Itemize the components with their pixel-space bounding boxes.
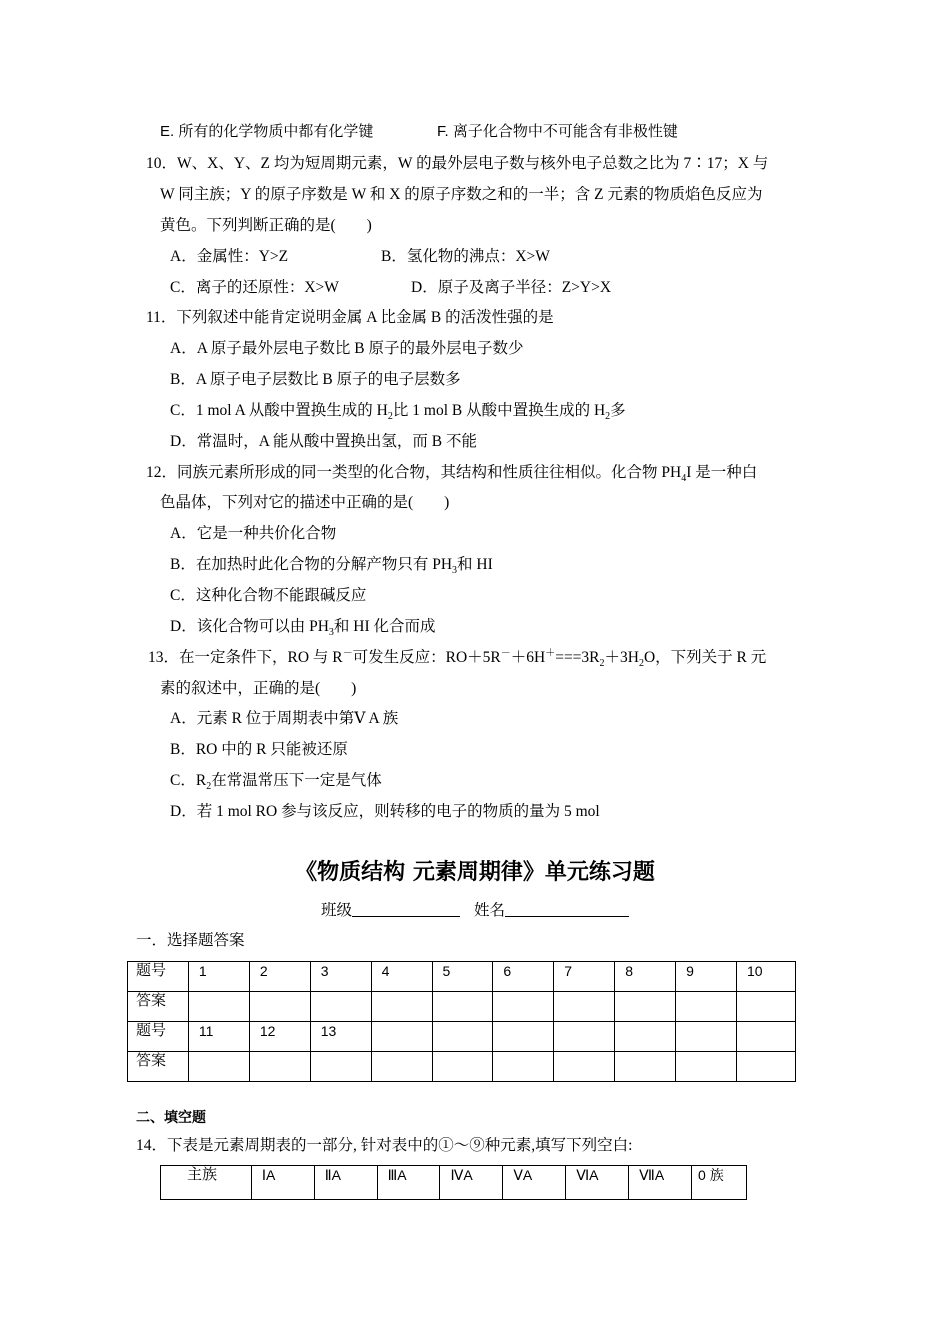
answer-cell[interactable] <box>249 992 310 1022</box>
q13-stem-line2: 素的叙述中，正确的是( ) <box>160 680 357 697</box>
q13-option-c: C．$R_2$在常温常压下一定是气体 <box>170 772 382 793</box>
q10-stem-line2: W 同主族；Y 的原子序数是 W 和 X 的原子序数之和的一半；含 Z 元素的物质焰色反应为 <box>160 186 763 203</box>
row-label-no: 题号 <box>128 962 189 992</box>
question-number-cell: 6 <box>493 962 554 992</box>
group-header-cell: ⅣA <box>440 1166 503 1200</box>
answer-cell[interactable] <box>493 992 554 1022</box>
question-number-cell: 11 <box>188 1022 249 1052</box>
answer-cell[interactable] <box>615 992 676 1022</box>
group-header-cell: ⅥA <box>566 1166 629 1200</box>
q13-option-a: A．元素 R 位于周期表中第Ⅴ A 族 <box>170 710 399 727</box>
answer-cell[interactable] <box>676 992 737 1022</box>
answer-cell[interactable] <box>371 992 432 1022</box>
answer-grid <box>127 961 796 1082</box>
class-blank[interactable] <box>352 900 460 917</box>
answer-cell[interactable] <box>432 1052 493 1082</box>
q11-option-c: C．1 mol A 从酸中置换生成的 $H_2$比 1 mol B 从酸中置换生成的 $H_2$多 <box>170 402 626 423</box>
question-number-cell: 4 <box>371 962 432 992</box>
question-number-cell: 13 <box>310 1022 371 1052</box>
answer-cell[interactable] <box>493 1052 554 1082</box>
row-label-no: 题号 <box>128 1022 189 1052</box>
answer-cell[interactable] <box>615 1052 676 1082</box>
answer-cell[interactable] <box>554 1052 615 1082</box>
group-header-cell: ⅦA <box>629 1166 692 1200</box>
question-number-cell: 5 <box>432 962 493 992</box>
q10-option-b: B．氢化物的沸点：X>W <box>381 248 550 265</box>
row-label-ans: 答案 <box>128 1052 189 1082</box>
question-number-cell <box>615 1022 676 1052</box>
group-header-cell: ⅤA <box>503 1166 566 1200</box>
answer-cell[interactable] <box>676 1052 737 1082</box>
table-row <box>128 1052 796 1082</box>
answer-cell[interactable] <box>736 1052 795 1082</box>
q10-option-d: D．原子及离子半径：Z>Y>X <box>411 279 612 296</box>
question-number-cell: 9 <box>676 962 737 992</box>
answer-cell[interactable] <box>310 1052 371 1082</box>
q11-option-a: A．A 原子最外层电子数比 B 原子的最外层电子数少 <box>170 340 524 357</box>
answer-sheet-title: 《物质结构 元素周期律》单元练习题 <box>295 860 655 885</box>
answer-cell[interactable] <box>736 992 795 1022</box>
question-number-cell <box>736 1022 795 1052</box>
question-number-cell: 2 <box>249 962 310 992</box>
q12-option-b: B．在加热时此化合物的分解产物只有 $PH_3$和 HI <box>170 556 493 577</box>
answer-cell[interactable] <box>554 992 615 1022</box>
q11-option-d: D．常温时，A 能从酸中置换出氢，而 B 不能 <box>170 433 477 450</box>
answer-cell[interactable] <box>188 1052 249 1082</box>
class-label: 班级 <box>320 902 352 919</box>
q13-option-b: B．RO 中的 R 只能被还原 <box>170 741 348 758</box>
q14-stem: 14．下表是元素周期表的一部分, 针对表中的①～⑨种元素,填写下列空白: <box>136 1137 633 1154</box>
group-header-cell: 0 族 <box>692 1166 747 1200</box>
q13-stem-line1: 13．在一定条件下，RO 与 R－可发生反应：$RO+5R^-+6H^+===3R_2+3H_2O$，下列关于 R 元 <box>148 647 767 670</box>
answer-cell[interactable] <box>310 992 371 1022</box>
q12-option-c: C．这种化合物不能跟碱反应 <box>170 587 367 604</box>
group-header-cell: ⅡA <box>314 1166 377 1200</box>
question-number-cell: 10 <box>736 962 795 992</box>
group-header-cell: 主族 <box>161 1166 252 1200</box>
class-name-line <box>0 900 950 922</box>
table-row <box>128 1022 796 1052</box>
question-number-cell <box>432 1022 493 1052</box>
section1-heading: 一．选择题答案 <box>136 932 245 949</box>
question-number-cell: 7 <box>554 962 615 992</box>
name-blank[interactable] <box>505 900 629 917</box>
q11-stem: 11．下列叙述中能肯定说明金属 A 比金属 B 的活泼性强的是 <box>146 309 554 326</box>
q12-option-d: D．该化合物可以由 $PH_3$和 HI 化合而成 <box>170 618 436 639</box>
name-label: 姓名 <box>474 902 506 919</box>
q12-option-a: A．它是一种共价化合物 <box>170 525 337 542</box>
answer-cell[interactable] <box>371 1052 432 1082</box>
question-number-cell: 8 <box>615 962 676 992</box>
question-number-cell: 3 <box>310 962 371 992</box>
q10-option-a: A．金属性：Y>Z <box>170 248 289 265</box>
q10-stem-line3: 黄色。下列判断正确的是( ) <box>160 217 372 234</box>
q12-stem-line1: 12．同族元素所形成的同一类型的化合物，其结构和性质往往相似。化合物 $PH_4I$ 是一种白 <box>146 464 758 485</box>
answer-cell[interactable] <box>188 992 249 1022</box>
question-number-cell <box>554 1022 615 1052</box>
answer-cell[interactable] <box>432 992 493 1022</box>
q9-option-f: F. 离子化合物中不可能含有非极性键 <box>437 123 678 140</box>
q12-stem-line2: 色晶体，下列对它的描述中正确的是( ) <box>160 494 450 511</box>
group-header-cell: ⅢA <box>377 1166 440 1200</box>
q10-option-c: C．离子的还原性：X>W <box>170 279 339 296</box>
section2-heading: 二、填空题 <box>136 1110 206 1126</box>
question-number-cell <box>371 1022 432 1052</box>
group-header-cell: ⅠA <box>251 1166 314 1200</box>
q9-option-e: E. 所有的化学物质中都有化学键 <box>160 123 374 140</box>
question-number-cell <box>676 1022 737 1052</box>
table-row <box>161 1166 747 1200</box>
table-row <box>128 962 796 992</box>
periodic-table-header <box>160 1165 747 1200</box>
row-label-ans: 答案 <box>128 992 189 1022</box>
question-number-cell: 1 <box>188 962 249 992</box>
question-number-cell: 12 <box>249 1022 310 1052</box>
question-number-cell <box>493 1022 554 1052</box>
answer-cell[interactable] <box>249 1052 310 1082</box>
q13-option-d: D．若 1 mol RO 参与该反应，则转移的电子的物质的量为 5 mol <box>170 803 600 820</box>
q10-stem-line1: 10．W、X、Y、Z 均为短周期元素，W 的最外层电子数与核外电子总数之比为 7∶17；X 与 <box>146 155 769 172</box>
table-row <box>128 992 796 1022</box>
q11-option-b: B．A 原子电子层数比 B 原子的电子层数多 <box>170 371 461 388</box>
